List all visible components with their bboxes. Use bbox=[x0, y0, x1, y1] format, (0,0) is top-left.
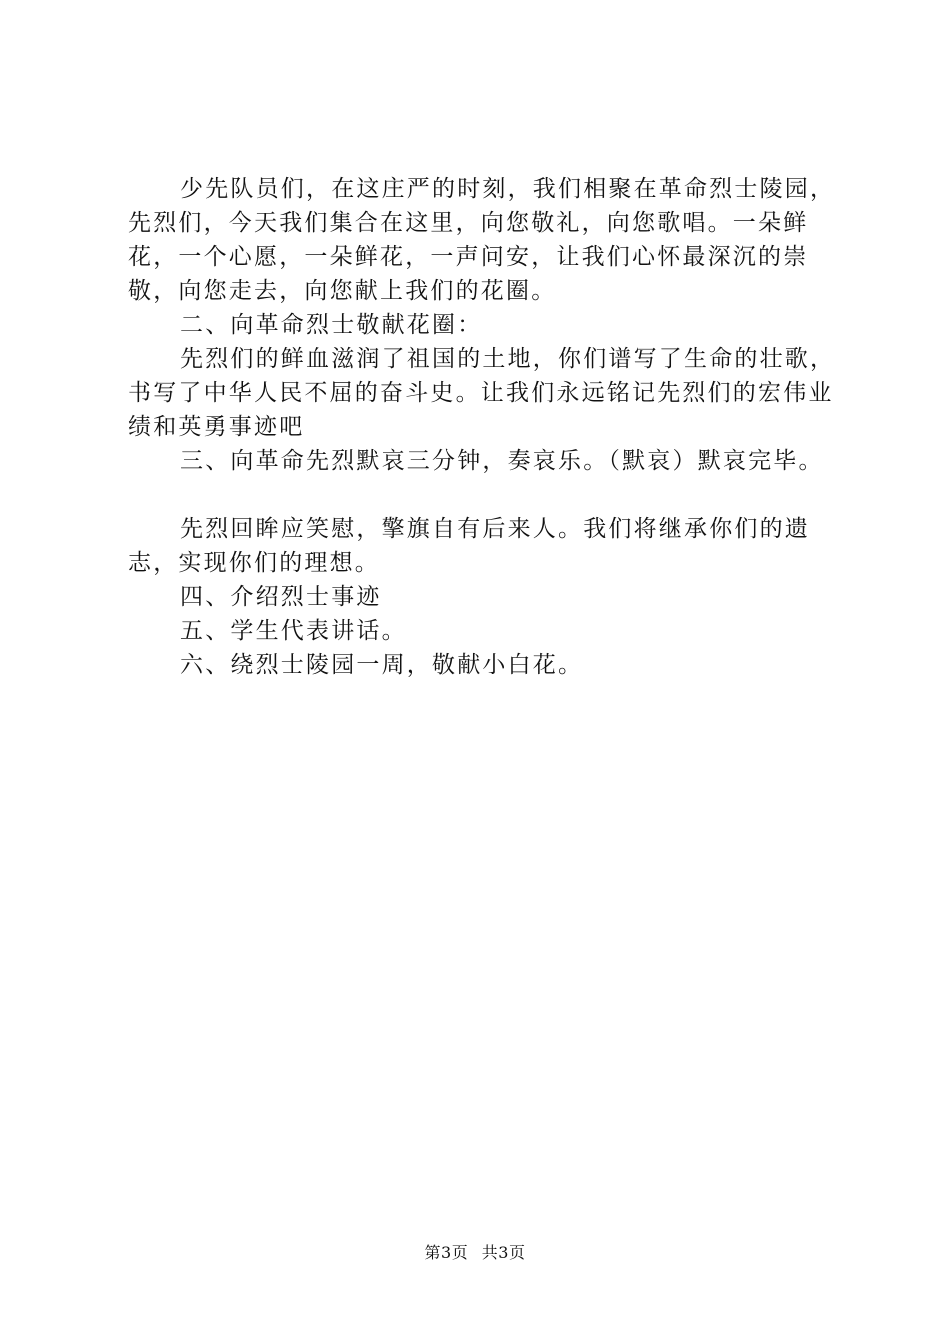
paragraph-step-2: 二、向革命烈士敬献花圈： bbox=[180, 312, 483, 338]
paragraph-intro: 少先队员们，在这庄严的时刻，我们相聚在革命烈士陵园，先烈们，今天我们集合在这里，向您敬礼，向您歌唱。一朵鲜花，一个心愿，一朵鲜花，一声问安，让我们心怀最深沉的崇敬，向您走去，向您献上我们的花圈。 bbox=[128, 176, 836, 304]
page-footer bbox=[0, 1242, 950, 1264]
paragraph-step-6: 六、绕烈士陵园一周，敬献小白花。 bbox=[180, 652, 584, 678]
document-body bbox=[128, 172, 858, 682]
paragraph-step-4: 四、介绍烈士事迹 bbox=[180, 584, 382, 610]
paragraph-step-3: 三、向革命先烈默哀三分钟，奏哀乐。（默哀）默哀完毕。 bbox=[180, 448, 824, 474]
paragraph-tribute: 先烈们的鲜血滋润了祖国的土地，你们谱写了生命的壮歌，书写了中华人民不屈的奋斗史。让我们永远铭记先烈们的宏伟业绩和英勇事迹吧 bbox=[128, 346, 836, 440]
paragraph-pledge: 先烈回眸应笑慰，擎旗自有后来人。我们将继承你们的遗志，实现你们的理想。 bbox=[128, 516, 810, 576]
paragraph-step-5: 五、学生代表讲话。 bbox=[180, 618, 407, 644]
page-number-total: 共3页 bbox=[481, 1243, 526, 1262]
page-number-current: 第3页 bbox=[424, 1243, 469, 1262]
